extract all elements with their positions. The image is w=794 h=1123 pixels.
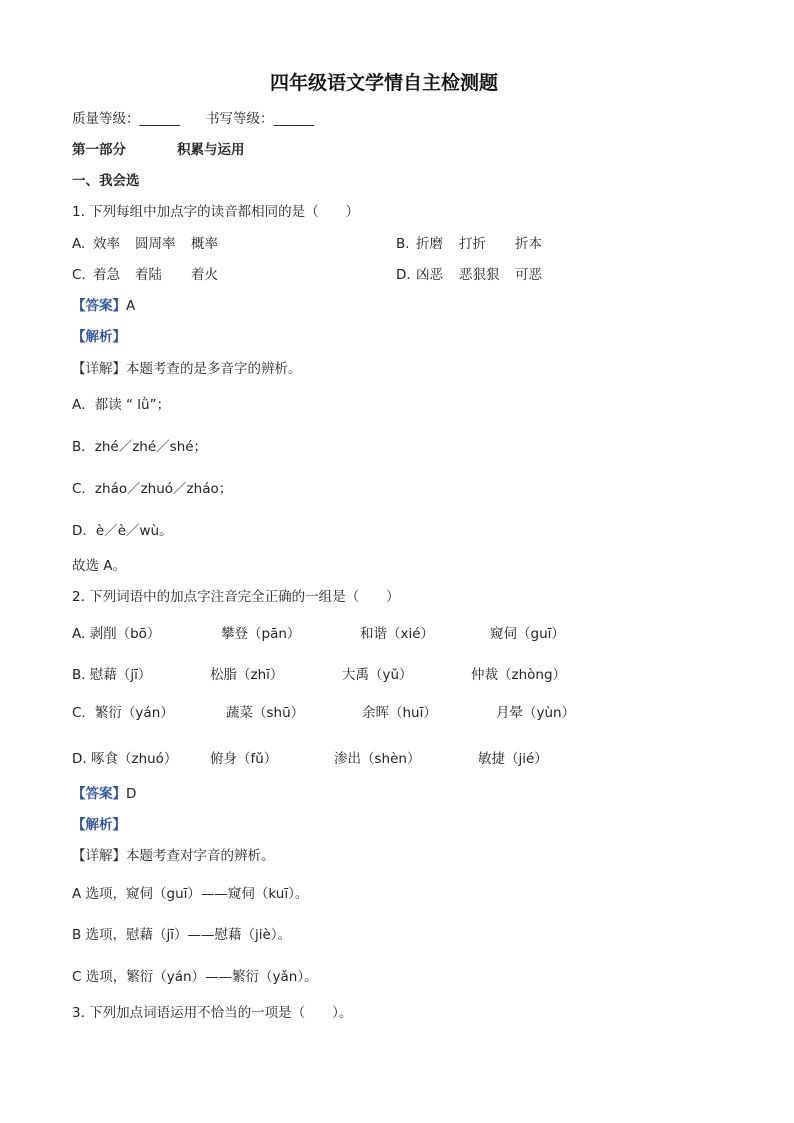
answer-value: D (126, 786, 137, 802)
detail-text: 本题考查的是多音字的辨析。 (126, 361, 302, 377)
q2-option-d-word-2: 俯身（fǔ） (210, 751, 278, 767)
answer-value: A (126, 298, 136, 314)
q1-option-a-label: A. (72, 236, 86, 252)
q2-explanation-b: B 选项，慰藉（jī）——慰藉（jiè）。 (72, 927, 292, 943)
detail-tag: 【详解】 (72, 361, 126, 377)
q2-option-b-word-3: 大禹（yǔ） (342, 667, 413, 683)
question-2-stem: 2. 下列词语中的加点字注音完全正确的一组是（ ） (72, 589, 400, 605)
q1-option-c-word-1: 着急 (93, 267, 120, 283)
q1-option-c-word-2: 着陆 (135, 267, 162, 283)
part-label: 第一部分 (72, 142, 126, 158)
q1-detail-line (72, 361, 302, 377)
q1-option-b-word-3: 折本 (515, 236, 542, 252)
q2-option-b-word-2: 松脂（zhī） (210, 667, 284, 683)
q2-explanation-c: C 选项，繁衍（yán）——繁衍（yǎn）。 (72, 969, 318, 985)
q1-explanation-b: B．zhé／zhé／shé； (72, 439, 208, 455)
answer-tag: 【答案】 (72, 786, 126, 802)
q2-detail-line (72, 848, 275, 864)
q2-option-a-word-4: 窥伺（guī） (490, 626, 565, 642)
q1-option-a-word-3: 概率 (191, 236, 218, 252)
q2-answer-line (72, 786, 136, 802)
question-3-stem: 3. 下列加点词语运用不恰当的一项是（ ）。 (72, 1005, 353, 1021)
page-title: 四年级语文学情自主检测题 (270, 72, 499, 94)
q2-option-a-word-1: A. 剥削（bō） (72, 626, 161, 642)
answer-tag: 【答案】 (72, 298, 126, 314)
q1-option-b-word-1: 折磨 (416, 236, 443, 252)
q2-analysis-tag: 【解析】 (72, 817, 126, 833)
q1-analysis-tag: 【解析】 (72, 329, 126, 345)
part-name: 积累与运用 (177, 142, 245, 158)
q2-option-c-word-1: C．繁衍（yán） (72, 705, 174, 721)
q1-option-a-word-2: 圆周率 (135, 236, 176, 252)
q2-option-a-word-2: 攀登（pān） (221, 626, 301, 642)
detail-tag: 【详解】 (72, 848, 126, 864)
detail-text: 本题考查对字音的辨析。 (126, 848, 275, 864)
q2-option-b-word-1: B. 慰藉（jī） (72, 667, 152, 683)
q2-option-a-word-3: 和谐（xié） (360, 626, 435, 642)
q1-option-d-label: D. (396, 267, 411, 283)
q2-option-c-word-3: 余晖（huī） (362, 705, 437, 721)
q2-option-c-word-4: 月晕（yùn） (496, 705, 576, 721)
q1-option-c-label: C. (72, 267, 86, 283)
quality-grade-field: 质量等级：______ (72, 111, 180, 127)
question-1-stem: 1. 下列每组中加点字的读音都相同的是（ ） (72, 204, 360, 220)
section-heading: 一、我会选 (72, 173, 140, 189)
q1-option-d-word-2: 恶狠狠 (459, 267, 500, 283)
q1-explanation-a: A．都读 “ lǜ”； (72, 397, 171, 413)
q1-option-b-word-2: 打折 (459, 236, 486, 252)
q1-explanation-d: D．è／è／wù。 (72, 523, 173, 539)
q1-option-c-word-3: 着火 (191, 267, 218, 283)
q1-conclusion: 故选 A。 (72, 558, 127, 574)
q2-option-b-word-4: 仲裁（zhòng） (471, 667, 567, 683)
q2-option-d-word-3: 渗出（shèn） (334, 751, 421, 767)
q2-option-c-word-2: 蔬菜（shū） (226, 705, 305, 721)
q1-option-d-word-1: 凶恶 (416, 267, 443, 283)
q2-option-d-word-1: D. 啄食（zhuó） (72, 751, 178, 767)
q1-answer-line (72, 298, 135, 314)
q1-explanation-c: C．zháo／zhuó／zháo； (72, 481, 233, 497)
q1-option-a-word-1: 效率 (93, 236, 120, 252)
q1-option-d-word-3: 可恶 (515, 267, 542, 283)
q2-option-d-word-4: 敏捷（jié） (478, 751, 548, 767)
q2-explanation-a: A 选项，窥伺（guī）——窥伺（kuī）。 (72, 886, 309, 902)
writing-grade-field: 书写等级：______ (206, 111, 314, 127)
q1-option-b-label: B. (396, 236, 410, 252)
